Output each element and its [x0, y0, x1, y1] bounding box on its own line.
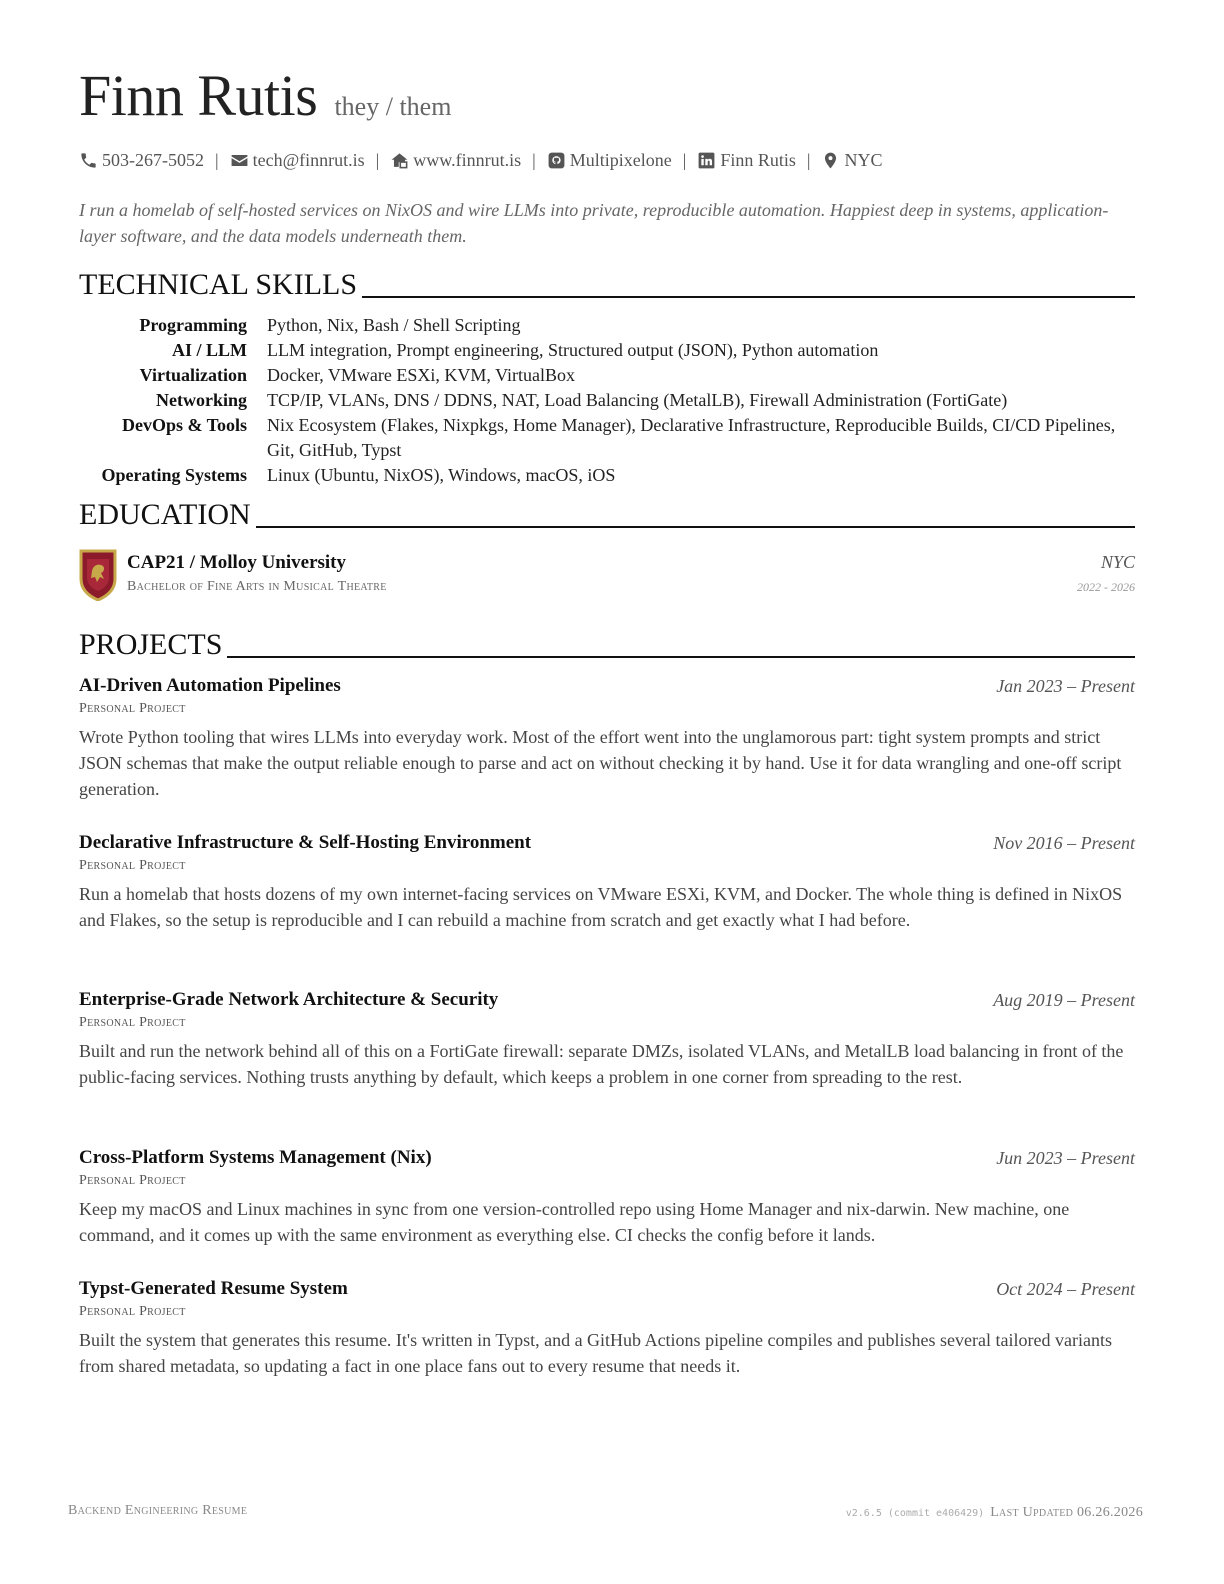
project-subtitle: Personal Project	[79, 1304, 186, 1319]
skill-row	[79, 363, 1135, 388]
separator: |	[532, 150, 536, 170]
footer-version: v2.6.5 (commit e406429)	[845, 1508, 985, 1519]
linkedin-text: Finn Rutis	[720, 150, 796, 170]
project-title: AI-Driven Automation Pipelines	[79, 675, 341, 696]
section-title: PROJECTS	[79, 628, 223, 661]
project-dates: Oct 2024 – Present	[996, 1279, 1135, 1299]
project-dates: Jun 2023 – Present	[996, 1148, 1135, 1168]
footer-meta	[846, 1505, 1143, 1521]
project-title: Declarative Infrastructure & Self-Hosting Environment	[79, 832, 532, 853]
contact-github[interactable]	[547, 150, 672, 171]
project-description: Keep my macOS and Linux machines in sync from one version-controlled repo using Home Manager and nix-darwin. New machine, one command, and it comes up with the same environment as everything else. CI checks the config before it lands.	[79, 1199, 1070, 1245]
location-text: NYC	[844, 150, 883, 170]
github-icon	[547, 151, 566, 170]
map-pin-icon	[821, 151, 840, 170]
email-text: tech@finnrut.is	[252, 150, 365, 170]
project-description: Run a homelab that hosts dozens of my own internet-facing services on VMware ESXi, KVM, and Docker. The whole thing is defined in NixOS and Flakes, so the setup is reproducible and I can rebuild a machine from scratch and get exactly what I had before.	[79, 884, 1123, 930]
university-crest-icon	[79, 549, 117, 601]
skill-label: Virtualization	[139, 365, 247, 385]
school-name: CAP21 / Molloy University	[127, 552, 347, 573]
skill-label: Programming	[139, 315, 247, 335]
skill-value: Nix Ecosystem (Flakes, Nixpkgs, Home Manager), Declarative Infrastructure, Reproducible Builds, CI/CD Pipelines, Git, GitHub, Typst	[267, 415, 1116, 460]
contact-linkedin[interactable]	[697, 150, 796, 171]
pronouns: they / them	[334, 92, 452, 121]
project-entry	[79, 1146, 1135, 1248]
github-text: Multipixelone	[569, 150, 672, 170]
project-subtitle: Personal Project	[79, 1015, 186, 1030]
section-title: EDUCATION	[79, 498, 251, 531]
section-rule	[256, 526, 1135, 528]
section-rule	[227, 656, 1135, 658]
separator: |	[806, 150, 811, 170]
linkedin-icon	[697, 151, 716, 170]
project-title: Cross-Platform Systems Management (Nix)	[79, 1147, 432, 1168]
project-subtitle: Personal Project	[79, 858, 186, 873]
project-entry	[79, 1277, 1135, 1379]
skill-value: TCP/IP, VLANs, DNS / DDNS, NAT, Load Balancing (MetalLB), Firewall Administration (FortiGate)	[267, 390, 1008, 410]
project-subtitle: Personal Project	[79, 701, 186, 716]
envelope-icon	[230, 151, 249, 170]
skill-row	[79, 388, 1135, 413]
project-title: Enterprise-Grade Network Architecture & Security	[79, 989, 499, 1010]
project-dates: Aug 2019 – Present	[993, 990, 1135, 1010]
section-rule	[362, 296, 1135, 298]
project-entry	[79, 674, 1135, 802]
header	[79, 62, 451, 129]
phone-text: 503-267-5052	[102, 150, 204, 170]
skill-label: Operating Systems	[101, 465, 247, 485]
skill-label: Networking	[156, 390, 247, 410]
contact-location	[821, 150, 882, 171]
candidate-name: Finn Rutis	[79, 63, 318, 128]
skill-row	[79, 413, 1135, 463]
project-title: Typst-Generated Resume System	[79, 1278, 348, 1299]
project-description: Built and run the network behind all of this on a FortiGate firewall: separate DMZs, isolated VLANs, and MetalLB load balancing in front of the public-facing services. Nothing trusts anything by default, which keeps a problem in one corner from spreading to the rest.	[79, 1041, 1124, 1087]
section-projects	[79, 630, 1135, 660]
project-description: Built the system that generates this resume. It's written in Typst, and a GitHub Actions pipeline compiles and publishes several tailored variants from shared metadata, so updating a fact in one place fans out to every resume that needs it.	[79, 1330, 1112, 1376]
footer-resume-type: Backend Engineering Resume	[68, 1503, 248, 1518]
contact-phone[interactable]	[79, 150, 204, 171]
education-location: NYC	[1100, 552, 1135, 572]
home-icon	[390, 151, 409, 170]
footer-updated: Last Updated 06.26.2026	[990, 1505, 1143, 1520]
website-text: www.finnrut.is	[413, 150, 522, 170]
separator: |	[682, 150, 687, 170]
contact-bar	[79, 150, 1135, 171]
phone-icon	[79, 151, 98, 170]
degree: Bachelor of Fine Arts in Musical Theatre	[127, 579, 387, 594]
education-entry	[79, 549, 1135, 601]
skills-table	[79, 313, 1135, 488]
education-dates: 2022 - 2026	[1077, 580, 1135, 594]
project-dates: Nov 2016 – Present	[993, 833, 1135, 853]
skill-row	[79, 463, 1135, 488]
project-subtitle: Personal Project	[79, 1173, 186, 1188]
skill-value: Docker, VMware ESXi, KVM, VirtualBox	[267, 365, 575, 385]
project-dates: Jan 2023 – Present	[996, 676, 1135, 696]
contact-email[interactable]	[230, 150, 365, 171]
skill-row	[79, 338, 1135, 363]
section-title: TECHNICAL SKILLS	[79, 268, 358, 301]
summary: I run a homelab of self-hosted services on NixOS and wire LLMs into private, reproducible automation. Happiest deep in systems, application-layer software, and the data models underneath them.	[79, 200, 1109, 246]
separator: |	[215, 150, 219, 170]
project-entry	[79, 831, 1135, 933]
section-technical-skills	[79, 270, 1135, 300]
project-entry	[79, 988, 1135, 1090]
skill-value: Linux (Ubuntu, NixOS), Windows, macOS, iOS	[267, 465, 616, 485]
skill-row	[79, 313, 1135, 338]
project-description: Wrote Python tooling that wires LLMs into everyday work. Most of the effort went into the unglamorous part: tight system prompts and strict JSON schemas that make the output reliable enough to parse and act on without checking it by hand. Use it for data wrangling and one-off script generation.	[79, 727, 1122, 799]
section-education	[79, 500, 1135, 530]
skill-value: Python, Nix, Bash / Shell Scripting	[267, 315, 521, 335]
skill-label: DevOps & Tools	[121, 415, 247, 435]
skill-value: LLM integration, Prompt engineering, Structured output (JSON), Python automation	[267, 340, 879, 360]
contact-website[interactable]	[390, 150, 521, 171]
separator: |	[375, 150, 380, 170]
skill-label: AI / LLM	[171, 340, 247, 360]
